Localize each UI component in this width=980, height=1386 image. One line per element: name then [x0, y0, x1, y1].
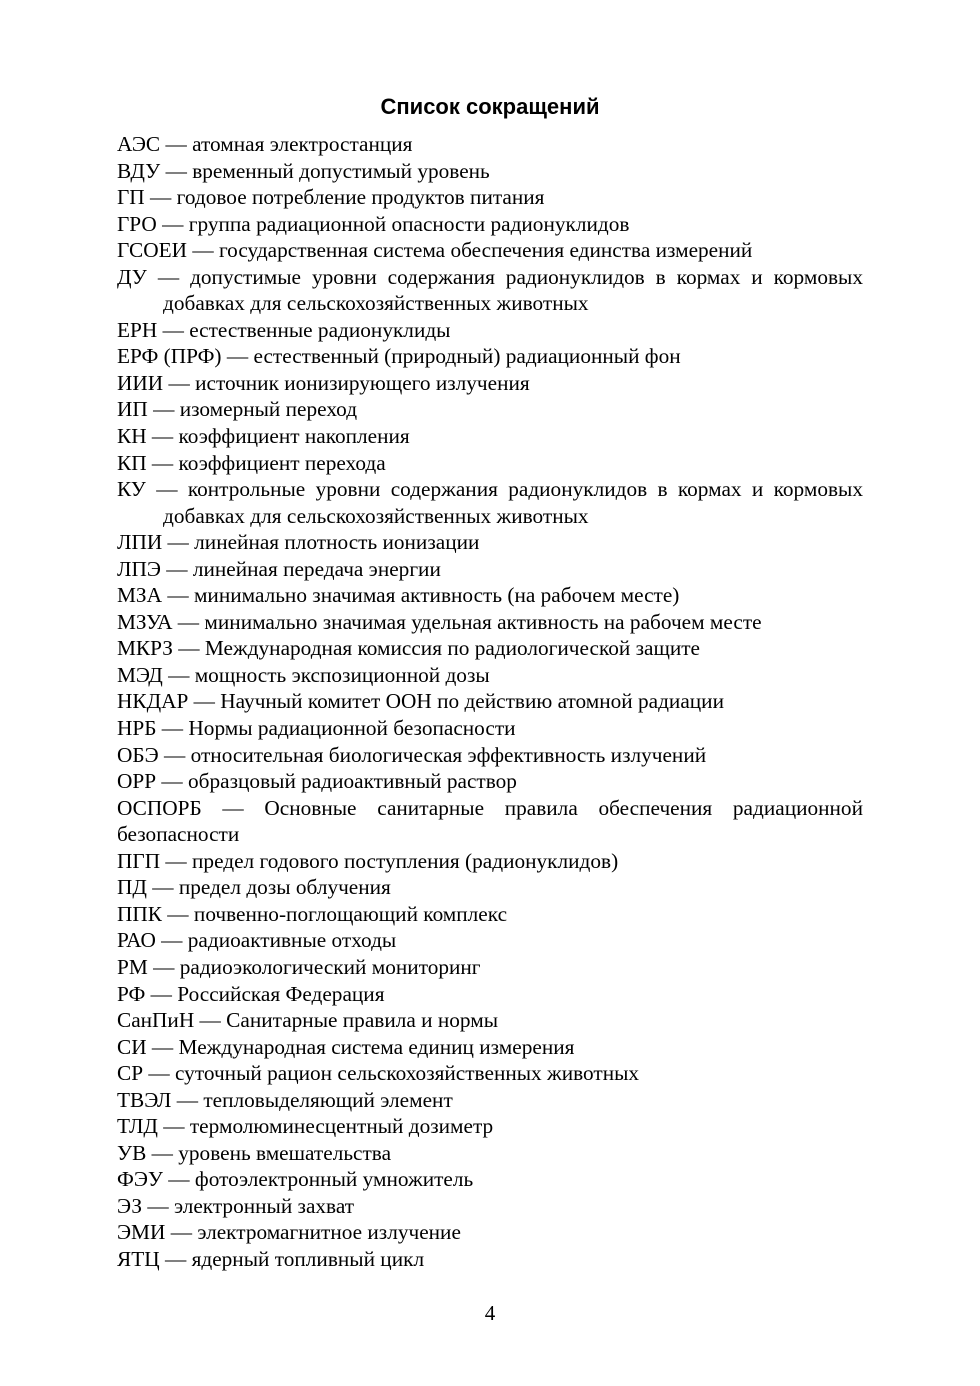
abbreviation-list	[117, 131, 863, 1273]
abbreviation-term: МКРЗ	[117, 636, 173, 661]
em-dash-separator: —	[165, 158, 187, 183]
em-dash-separator: —	[148, 1061, 170, 1086]
em-dash-separator: —	[167, 530, 189, 555]
abbreviation-entry	[117, 1034, 863, 1061]
abbreviation-definition: линейная плотность ионизации	[194, 530, 480, 555]
abbreviation-entry	[117, 1087, 863, 1114]
abbreviation-term: ЛПИ	[117, 530, 163, 555]
abbreviation-entry	[117, 848, 863, 875]
abbreviation-entry	[117, 715, 863, 742]
abbreviation-definition: изомерный переход	[179, 397, 358, 422]
abbreviation-definition: относительная биологическая эффективность излучений	[190, 742, 707, 767]
abbreviation-term: КН	[117, 424, 147, 449]
abbreviation-entry	[117, 688, 863, 715]
abbreviation-definition: радиоактивные отходы	[187, 928, 397, 953]
abbreviation-definition: Международная комиссия по радиологической защите	[204, 636, 701, 661]
em-dash-separator: —	[152, 875, 174, 900]
abbreviation-term: МЭД	[117, 662, 163, 687]
abbreviation-entry	[117, 1060, 863, 1087]
em-dash-separator: —	[161, 716, 184, 741]
abbreviation-term: ГП	[117, 185, 145, 210]
abbreviation-definition: Нормы радиационной безопасности	[188, 716, 516, 741]
abbreviation-entry	[117, 874, 863, 901]
abbreviation-term: КУ	[117, 477, 146, 502]
em-dash-separator: —	[167, 901, 189, 926]
em-dash-separator: —	[153, 397, 175, 422]
abbreviation-entry	[117, 476, 863, 529]
abbreviation-term: ДУ	[117, 264, 147, 289]
abbreviation-entry	[117, 795, 863, 848]
abbreviation-entry	[117, 901, 863, 928]
abbreviation-entry	[117, 662, 863, 689]
abbreviation-definition: суточный рацион сельскохозяйственных животных	[175, 1061, 640, 1086]
abbreviation-definition: Международная система единиц измерения	[178, 1034, 575, 1059]
abbreviation-term: РМ	[117, 954, 148, 979]
abbreviation-term: КП	[117, 450, 147, 475]
abbreviation-entry	[117, 317, 863, 344]
abbreviation-entry	[117, 211, 863, 238]
page-title: Список сокращений	[380, 94, 600, 119]
abbreviation-entry	[117, 1113, 863, 1140]
abbreviation-definition: уровень вмешательства	[178, 1140, 392, 1165]
abbreviation-term: СР	[117, 1061, 144, 1086]
em-dash-separator: —	[165, 132, 187, 156]
abbreviation-term: ОРР	[117, 769, 157, 794]
abbreviation-definition: термолюминесцентный дозиметр	[189, 1114, 494, 1139]
em-dash-separator: —	[151, 424, 174, 449]
abbreviation-definition: коэффициент перехода	[178, 450, 386, 475]
abbreviation-term: МЗУА	[117, 609, 173, 634]
em-dash-separator: —	[164, 742, 186, 767]
abbreviation-definition: допустимые уровни содержания радионуклидов в кормах и кормовых добавках для сельскохозяйственных животных	[163, 264, 864, 316]
abbreviation-definition: Российская Федерация	[177, 981, 385, 1006]
abbreviation-definition: Научный комитет ООН по действию атомной радиации	[220, 689, 724, 714]
em-dash-separator: —	[167, 583, 189, 608]
page-number: 4	[484, 1301, 496, 1325]
abbreviation-term: ОБЭ	[117, 742, 159, 767]
em-dash-separator: —	[199, 1008, 221, 1033]
abbreviation-term: ППК	[117, 901, 162, 926]
abbreviation-term: МЗА	[117, 583, 162, 608]
abbreviation-entry	[117, 1246, 863, 1273]
abbreviation-entry	[117, 556, 863, 583]
abbreviation-definition: линейная передача энергии	[192, 556, 441, 581]
em-dash-separator: —	[177, 609, 200, 634]
abbreviation-entry	[117, 954, 863, 981]
em-dash-separator: —	[156, 477, 178, 502]
abbreviation-entry	[117, 343, 863, 370]
em-dash-separator: —	[151, 1140, 173, 1165]
em-dash-separator: —	[168, 370, 190, 395]
abbreviation-term: ЯТЦ	[117, 1246, 160, 1271]
abbreviation-term: ПГП	[117, 848, 161, 873]
abbreviation-term: АЭС	[117, 132, 161, 156]
abbreviation-definition: электромагнитное излучение	[197, 1220, 461, 1245]
abbreviation-entry	[117, 609, 863, 636]
abbreviation-definition: минимально значимая удельная активность на рабочем месте	[204, 609, 762, 634]
abbreviation-term: РФ	[117, 981, 146, 1006]
abbreviation-term: РАО	[117, 928, 156, 953]
abbreviation-entry	[117, 981, 863, 1008]
abbreviation-entry	[117, 582, 863, 609]
em-dash-separator: —	[162, 317, 184, 342]
abbreviation-definition: тепловыделяющий элемент	[203, 1087, 453, 1112]
abbreviation-definition: государственная система обеспечения единства измерений	[218, 238, 753, 263]
abbreviation-term: ПД	[117, 875, 147, 900]
abbreviation-entry	[117, 1140, 863, 1167]
abbreviation-definition: группа радиационной опасности радионуклидов	[188, 211, 630, 236]
abbreviation-definition: естественный (природный) радиационный фон	[253, 344, 681, 369]
abbreviation-term: НРБ	[117, 716, 157, 741]
em-dash-separator: —	[166, 556, 188, 581]
em-dash-separator: —	[161, 928, 183, 953]
abbreviation-entry	[117, 184, 863, 211]
abbreviation-term: ТВЭЛ	[117, 1087, 172, 1112]
abbreviation-term: ЛПЭ	[117, 556, 161, 581]
abbreviation-entry	[117, 768, 863, 795]
abbreviation-entry	[117, 742, 863, 769]
em-dash-separator: —	[150, 981, 172, 1006]
em-dash-separator: —	[165, 848, 187, 873]
em-dash-separator: —	[150, 185, 172, 210]
em-dash-separator: —	[151, 1034, 174, 1059]
abbreviation-term: ЕРН	[117, 317, 158, 342]
abbreviation-term: ОСПОРБ	[117, 795, 202, 820]
em-dash-separator: —	[170, 1220, 193, 1245]
abbreviation-term: ЭМИ	[117, 1220, 166, 1245]
abbreviation-term: СанПиН	[117, 1008, 195, 1033]
em-dash-separator: —	[161, 769, 183, 794]
em-dash-separator: —	[178, 636, 200, 661]
abbreviation-definition: электронный захват	[173, 1193, 355, 1218]
abbreviation-term: ИП	[117, 397, 148, 422]
abbreviation-term: ЕРФ (ПРФ)	[117, 344, 222, 369]
em-dash-separator: —	[193, 689, 215, 714]
em-dash-separator: —	[147, 1193, 169, 1218]
abbreviation-entry	[117, 529, 863, 556]
abbreviation-definition: предел дозы облучения	[178, 875, 391, 900]
abbreviation-definition: атомная электростанция	[192, 132, 413, 156]
abbreviation-entry	[117, 264, 863, 317]
abbreviation-entry	[117, 423, 863, 450]
abbreviation-term: СИ	[117, 1034, 147, 1059]
abbreviation-definition: минимально значимая активность (на рабочем месте)	[193, 583, 680, 608]
abbreviation-definition: годовое потребление продуктов питания	[176, 185, 545, 210]
abbreviation-definition: источник ионизирующего излучения	[195, 370, 530, 395]
abbreviation-definition: коэффициент накопления	[178, 424, 410, 449]
em-dash-separator: —	[157, 264, 180, 289]
abbreviation-entry	[117, 237, 863, 264]
em-dash-separator: —	[153, 954, 175, 979]
em-dash-separator: —	[222, 795, 244, 820]
em-dash-separator: —	[176, 1087, 199, 1112]
abbreviation-definition: контрольные уровни содержания радионуклидов в кормах и кормовых добавках для сельскохозяйственных животных	[163, 477, 863, 528]
em-dash-separator: —	[226, 344, 249, 369]
abbreviation-term: ГРО	[117, 211, 157, 236]
abbreviation-term: ЭЗ	[117, 1193, 142, 1218]
abbreviation-definition: мощность экспозиционной дозы	[194, 662, 490, 687]
abbreviation-entry	[117, 1219, 863, 1246]
abbreviation-term: ТЛД	[117, 1114, 158, 1139]
abbreviation-definition: ядерный топливный цикл	[191, 1246, 425, 1271]
abbreviation-entry	[117, 1007, 863, 1034]
abbreviation-term: ВДУ	[117, 158, 161, 183]
abbreviation-definition: Основные санитарные правила обеспечения радиационной безопасности	[117, 795, 863, 847]
em-dash-separator: —	[151, 450, 174, 475]
em-dash-separator: —	[192, 238, 214, 263]
abbreviation-entry	[117, 927, 863, 954]
abbreviation-definition: образцовый радиоактивный раствор	[188, 769, 517, 794]
abbreviation-definition: радиоэкологический мониторинг	[179, 954, 481, 979]
abbreviation-term: ИИИ	[117, 370, 164, 395]
em-dash-separator: —	[168, 1167, 190, 1192]
abbreviation-entry	[117, 1166, 863, 1193]
abbreviation-entry	[117, 370, 863, 397]
em-dash-separator: —	[168, 662, 190, 687]
abbreviation-definition: почвенно-поглощающий комплекс	[193, 901, 508, 926]
abbreviation-term: ГСОЕИ	[117, 238, 188, 263]
abbreviation-entry	[117, 396, 863, 423]
abbreviation-term: НКДАР	[117, 689, 189, 714]
abbreviation-definition: фотоэлектронный умножитель	[194, 1167, 474, 1192]
abbreviation-definition: предел годового поступления (радионуклидов)	[192, 848, 619, 873]
em-dash-separator: —	[164, 1246, 187, 1271]
abbreviation-term: УВ	[117, 1140, 147, 1165]
em-dash-separator: —	[163, 1114, 185, 1139]
abbreviation-term: ФЭУ	[117, 1167, 163, 1192]
abbreviation-definition: временный допустимый уровень	[192, 158, 490, 183]
abbreviation-entry	[117, 635, 863, 662]
abbreviation-definition: Санитарные правила и нормы	[226, 1008, 499, 1033]
em-dash-separator: —	[162, 211, 184, 236]
abbreviation-entry	[117, 450, 863, 477]
abbreviation-entry	[117, 1193, 863, 1220]
abbreviation-definition: естественные радионуклиды	[189, 317, 451, 342]
abbreviation-entry	[117, 158, 863, 185]
abbreviation-entry	[117, 131, 863, 158]
